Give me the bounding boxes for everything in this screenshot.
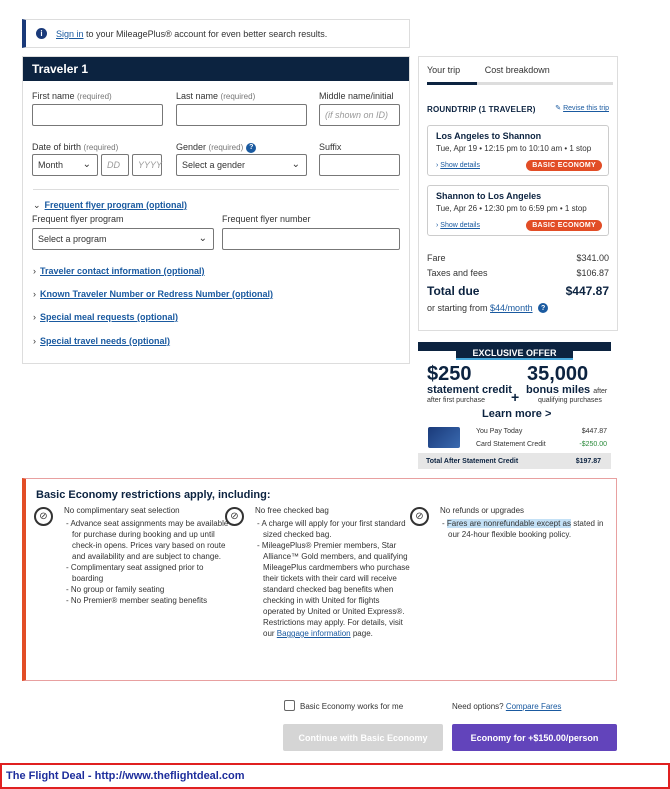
chevron-right-icon: › xyxy=(33,289,36,299)
no-refund-icon: ⊘ xyxy=(410,507,429,526)
roundtrip-label: ROUNDTRIP (1 TRAVELER) xyxy=(427,105,536,114)
revise-trip-link[interactable]: ✎ Revise this trip xyxy=(555,105,609,112)
show-details-link[interactable]: › Show details xyxy=(436,162,480,169)
footer-banner: The Flight Deal - http://www.theflightdeal.com xyxy=(0,763,670,789)
first-name-label: First name (required) xyxy=(32,91,112,101)
segment-detail: Tue, Apr 19 • 12:15 pm to 10:10 am • 1 stop xyxy=(436,144,592,153)
pay-today-value: $447.87 xyxy=(581,428,607,435)
credit-card-image xyxy=(428,427,460,448)
trip-summary xyxy=(418,56,618,331)
traveler-form xyxy=(22,56,410,364)
basic-economy-checkbox[interactable] xyxy=(284,700,295,711)
card-offer[interactable] xyxy=(418,342,611,469)
trip-tabs xyxy=(427,65,572,75)
chevron-right-icon: › xyxy=(33,312,36,322)
dob-label: Date of birth (required) xyxy=(32,142,119,152)
help-icon[interactable]: ? xyxy=(246,143,256,153)
last-name-input[interactable] xyxy=(176,104,307,126)
suffix-label: Suffix xyxy=(319,142,342,152)
total-row: Total due $447.87 xyxy=(427,284,609,298)
middle-name-input[interactable]: (if shown on ID) xyxy=(319,104,400,126)
basic-economy-restrictions xyxy=(22,478,617,681)
chevron-down-icon: ⌄ xyxy=(198,233,207,244)
info-icon: i xyxy=(36,28,47,39)
gender-label: Gender (required) ? xyxy=(176,142,256,153)
economy-upgrade-button[interactable]: Economy for +$150.00/person xyxy=(452,724,617,751)
tab-your-trip[interactable]: Your trip xyxy=(427,65,461,75)
tab-underline-active xyxy=(427,82,477,85)
contact-toggle[interactable]: › Traveler contact information (optional) xyxy=(33,266,205,276)
chevron-down-icon: ⌄ xyxy=(33,200,41,210)
ffp-select[interactable]: Select a program ⌄ xyxy=(32,228,214,250)
dob-month-select[interactable]: Month ⌄ xyxy=(32,154,98,176)
middle-name-label: Middle name/initial xyxy=(319,91,394,101)
fare-badge: BASIC ECONOMY xyxy=(526,160,602,171)
segment-title: Los Angeles to Shannon xyxy=(436,131,542,141)
continue-basic-economy-button[interactable]: Continue with Basic Economy xyxy=(283,724,443,751)
offer-miles-desc: bonus miles after xyxy=(526,384,608,396)
pay-today-label: You Pay Today xyxy=(476,428,523,435)
suffix-input[interactable] xyxy=(319,154,400,176)
offer-ribbon: EXCLUSIVE OFFER xyxy=(456,346,573,360)
need-options: Need options? Compare Fares xyxy=(452,702,562,711)
dob-year-input[interactable]: YYYY xyxy=(132,154,162,176)
last-name-label: Last name (required) xyxy=(176,91,256,101)
segment-card xyxy=(427,185,609,236)
chevron-right-icon: › xyxy=(33,266,36,276)
chevron-right-icon: › xyxy=(33,336,36,346)
first-name-input[interactable] xyxy=(32,104,163,126)
baggage-info-link[interactable]: Baggage information xyxy=(276,629,351,638)
monthly-link[interactable]: $44/month xyxy=(490,303,533,313)
chevron-down-icon: ⌄ xyxy=(82,159,91,170)
tab-cost-breakdown[interactable]: Cost breakdown xyxy=(484,65,550,75)
credit-label: Card Statement Credit xyxy=(476,441,546,448)
signin-link[interactable]: Sign in xyxy=(56,28,84,39)
offer-amount: $250 xyxy=(427,363,472,385)
gender-select[interactable]: Select a gender ⌄ xyxy=(176,154,307,176)
ffp-label: Frequent flyer program xyxy=(32,214,124,224)
offer-total: Total After Statement Credit $197.87 xyxy=(418,453,611,469)
restriction-refund: ⊘ No refunds or upgrades - Fares are nonrefundable except as stated in our 24-hour flexible booking policy. xyxy=(440,505,605,540)
fare-row: Fare $341.00 xyxy=(427,253,609,263)
learn-more-link[interactable]: Learn more > xyxy=(482,408,552,420)
offer-amount-sub: after first purchase xyxy=(427,397,485,404)
needs-toggle[interactable]: › Special travel needs (optional) xyxy=(33,336,171,346)
segment-title: Shannon to Los Angeles xyxy=(436,191,542,201)
signin-banner xyxy=(22,19,410,48)
ffn-input[interactable] xyxy=(222,228,400,250)
no-seat-icon: ⊘ xyxy=(34,507,53,526)
help-icon[interactable]: ? xyxy=(538,303,548,313)
divider xyxy=(33,189,399,190)
fare-badge: BASIC ECONOMY xyxy=(526,220,602,231)
show-details-link[interactable]: › Show details xyxy=(436,222,480,229)
segment-card xyxy=(427,125,609,176)
segment-detail: Tue, Apr 26 • 12:30 pm to 6:59 pm • 1 stop xyxy=(436,204,587,213)
plus-icon: + xyxy=(511,389,520,405)
restriction-seat: ⊘ No complimentary seat selection - Advance seat assignments may be available for purchase during booking and up until check-in opens. Prices vary based on route and availability and are subject to change. - Complimentary seat assigned prior to boarding - No group or family seating - No Premier® member seating benefits xyxy=(64,505,229,606)
compare-fares-link[interactable]: Compare Fares xyxy=(505,702,562,711)
checkbox-label: Basic Economy works for me xyxy=(300,702,404,711)
ktn-toggle[interactable]: › Known Traveler Number or Redress Number (optional) xyxy=(33,289,274,299)
ffn-label: Frequent flyer number xyxy=(222,214,311,224)
dob-day-input[interactable]: DD xyxy=(101,154,129,176)
meal-toggle[interactable]: › Special meal requests (optional) xyxy=(33,312,179,322)
edit-icon: ✎ xyxy=(555,105,562,112)
ffp-toggle[interactable]: ⌄ Frequent flyer program (optional) xyxy=(33,200,188,210)
credit-value: -$250.00 xyxy=(579,441,607,448)
offer-amount-desc: statement credit xyxy=(427,384,512,396)
taxes-row: Taxes and fees $106.87 xyxy=(427,268,609,278)
monthly-row: or starting from $44/month ? xyxy=(427,303,609,313)
traveler-title: Traveler 1 xyxy=(23,57,409,81)
offer-miles: 35,000 xyxy=(527,363,589,385)
be-title: Basic Economy restrictions apply, including: xyxy=(36,489,271,501)
signin-text: to your MileagePlus® account for even better search results. xyxy=(86,28,328,39)
chevron-down-icon: ⌄ xyxy=(291,159,300,170)
no-bag-icon: ⊘ xyxy=(225,507,244,526)
restriction-bag: ⊘ No free checked bag - A charge will apply for your first standard sized checked bag. - MileagePlus® Premier members, Star Alliance™ Gold members, and qualifying MileagePlus cardmembers who purchase their tickets with their card will receive standard checked bag benefits when checking in with United for flights operated by United or United Express®. Restrictions may apply. For details, visit our Baggage information page. xyxy=(255,505,410,639)
offer-miles-sub: qualifying purchases xyxy=(538,397,602,404)
